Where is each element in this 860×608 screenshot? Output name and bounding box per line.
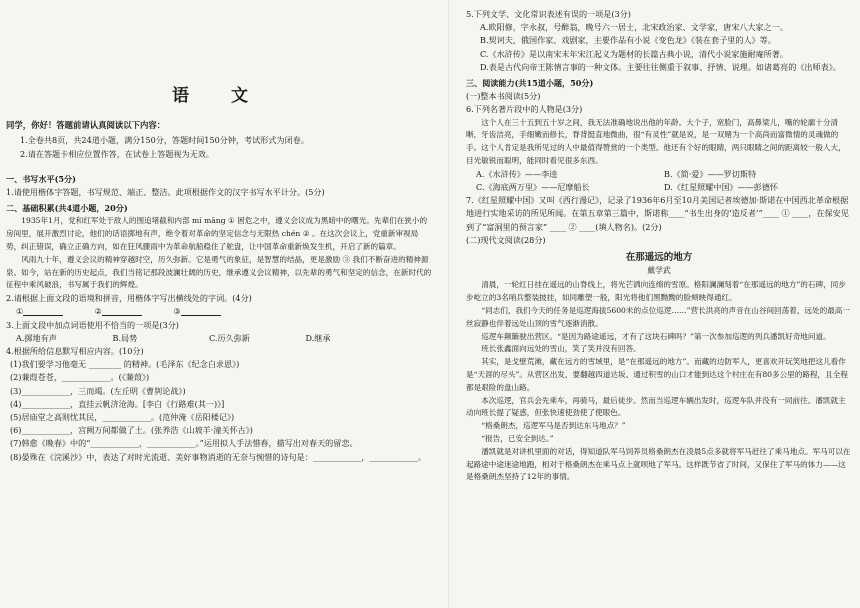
essay-title: 在那遥远的地方: [625, 252, 693, 264]
option: A.掷地有声: [16, 332, 57, 343]
section-heading: 二、基础积累(共4道小题，20分): [6, 203, 128, 214]
essay-paragraph: 其实，是戈壁荒滩，藏在远方的雪域里，是“在那遥远的地方”。而藏的边防军人，更喜欢开玩笑地把这儿看作是“天涯的尽头”。从营区出发，要翻越四道达坂、通过积雪的山口才能到达这个村庄在有80多公里的路程，且全程都是艰险的盘山路。: [466, 357, 848, 392]
question-3: 3.上面文段中加点词语使用不恰当的一项是(3分): [6, 319, 179, 330]
essay-paragraph: 潘凯就是对讲机里面的对话，得知道队军马饲养员格桑朗杰在凌晨5点多就将军马赶往了乘马地点。军马可以在起路途中途迷途地跑，相对于格桑朗杰在乘马点上就呗地了军马。这样既节省了时间，又保住了军马的体力——这是格桑朗杰坚持了12年的事情。: [466, 446, 851, 482]
notice-heading: 同学，你好！答题前请认真阅读以下内容：: [6, 120, 166, 131]
question-6: 6.下列名著片段中的人物是(3分): [466, 104, 583, 115]
section-heading: 三、阅读能力(共15道小题，50分): [466, 78, 594, 89]
question-7: 7.《红星照耀中国》又叫《西行漫记》，记录了1936年6月至10月美国记者埃德加·斯诺在中国西北革命根据地进行实地采访的所见所闻。在第五章第三篇中，斯诺称____“书生出身的‘造反者’”____ ① ____，在保安见到了“富洞里的预言家” ____ ② ____(填人物名)。(2分): [466, 195, 849, 232]
q4-item: (5)居庙堂之高则忧其民，____________。(范仲淹《岳阳楼记》): [10, 412, 235, 423]
answer-slot: ②: [95, 305, 174, 318]
essay-paragraph: “报告，已安全到达。”: [481, 434, 554, 443]
option: B.《简·爱》——罗切斯特: [664, 168, 757, 179]
subsection-heading: (一)整本书阅读(5分): [466, 91, 541, 102]
option: C.历久弥新: [209, 332, 250, 343]
option: D.《红星照耀中国》——彭德怀: [664, 182, 778, 193]
essay-paragraph: 本次巡逻，官兵会先乘车，再骑马，最后徒步。然而当巡逻车辆出发时，巡逻车队并没有一同前往。潘凯就主动向班长提了疑惑，但张快速使劲使了使眼色。: [466, 395, 846, 418]
notice-item: 2.请在答题卡相应位置作答，在试卷上答题视为无效。: [20, 148, 214, 159]
essay-paragraph: “格桑朗杰，巡逻军马是否到达东马地点？”: [481, 421, 626, 431]
option: A.《水浒传》——李逵: [476, 168, 558, 179]
exam-title: 语 文: [172, 86, 266, 106]
q5-option: A.欧阳修，字永叔，号醉翁，晚号六一居士，北宋政治家、文学家，唐宋八大家之一。: [480, 22, 788, 33]
q6-options: [466, 168, 852, 194]
subsection-heading: (二)现代文阅读(28分): [466, 234, 546, 245]
essay-paragraph: 清晨，一轮红日挂在遥远的山脊线上，将光芒洒向连绵的雪原。格阳澜澜刻着“在那遥远的地方”的石碑，同步步屹立的3名哨兵整装披挂，如同雕塑一般，阳光将他们黑黝黝的脸颊映得通红。: [466, 280, 846, 303]
question-2: 2.请根据上面文段的语境和拼音，用楷体字写出横线处的字词。(4分): [6, 293, 252, 304]
section-heading: 一、书写水平(5分): [6, 173, 76, 184]
q3-options: [6, 332, 432, 345]
essay-paragraph: 班长张鑫面向远处的雪山，笑了笑并没有回答。: [481, 344, 641, 354]
q2-blanks: [6, 305, 432, 318]
answer-slot: ③: [173, 305, 252, 318]
q5-option: C.《水浒传》是以南宋末年宋江起义为题材的长篇古典小说，清代小说家施耐庵所著。: [480, 48, 788, 59]
q5-option: B.契诃夫，俄国作家、戏剧家，主要作品有小说《变色龙》《装在套子里的人》等。: [480, 35, 776, 46]
reading-paragraph: 风雨九十年，遵义会议的精神穿越时空，历久弥新。它是勇气的象征，是智慧的结晶，更是激励 ③ 我们不断奋进的精神源泉。如今，站在新的历史起点，我们当铭记那段波澜壮阔的历史，继承遵义会议精神，以先辈的勇气和坚定的信念，在新时代的征程中乘风破浪，书写属于我们的辉煌。: [6, 254, 432, 290]
q4-item: (6)____________，宫阙万间都做了土。(张养浩《山坡羊·潼关怀古》): [10, 425, 253, 436]
question-5: 5.下列文学、文化常识表述有误的一项是(3分): [466, 9, 631, 19]
q4-item: (2)蒹葭苍苍，____________。(《蒹葭》): [10, 372, 150, 383]
q6-paragraph: 这个人在三十五到五十岁之间，我无法准确地说出他的年龄。大个子，宽脸门，高鼻梁儿，嘴的轮廓十分清晰，牙齿洁亮，手细嫩而修长，脊背挺直地微曲，很“有灵性”就是说，是一双赌为一个高尚而富微情的灵魂做的手。这个人肯定是我所见过的人中最值得赞赏的一个类型。他还有个好的眼睛，两只眼睛之间的距离较一般人大，目光敏锐而聪明，能同时看见很多东西。: [466, 117, 846, 166]
option: B.局势: [112, 332, 138, 343]
essay-paragraph: “同志们，我们今天的任务是巡逻海拔5600米的点位巡逻……”营长洪亮的声音在山谷间回荡着，远处的最高一丝寂静也伴着远处山顶的雪气逐渐消散。: [466, 306, 850, 328]
notice-item: 1.全卷共8页，共24道小题，满分150分，答题时间150分钟，考试形式为闭卷。: [20, 135, 309, 146]
q5-option: D.表是古代向帝王陈情言事的一种文体。主要往往侧重于叙事、抒情、说理。如诸葛亮的《出师表》。: [480, 61, 841, 72]
option: C.《海底两万里》——尼摩船长: [476, 182, 590, 193]
essay-paragraph: 巡逻车颠簸驶出营区。“是因为路途遥远，才有了这块石碑吗？”第一次参加巡逻的列兵潘凯好奇地问道。: [481, 331, 831, 341]
left-column: [6, 8, 432, 464]
reading-paragraph: 1935年1月，党和红军处于敌人的围追堵截和内部 mí māng ① 困危之中，遵义会议成为黑暗中的曙光。先辈们在狭小的房间里，展开激烈讨论，他们的话语掷地有声，绝令着对革命的坚定信念与无限热 chén ② 。在这次会议上，党重新审视局势，纠正错误，确立正确方向，如在狂风骤雨中为革命航船稳住了舵盘，让中国革命重新焕发生机，开启了新的篇章。: [6, 216, 428, 252]
page-fold-divider: [448, 0, 449, 608]
answer-slot: ①: [16, 305, 95, 318]
essay-author: 戴学武: [647, 266, 671, 276]
q4-item: (8)晏殊在《浣溪沙》中，表达了对时光流逝、美好事物消逝的无奈与惋惜的诗句是：____________，____________。: [10, 451, 427, 462]
q4-item: (1)我们要学习他毫无 ________ 的精神。(毛泽东《纪念白求恩》): [10, 359, 240, 370]
q4-item: (4)____________，直挂云帆济沧海。[李白《行路难(其一)》]: [10, 398, 225, 409]
option: D.继承: [305, 332, 331, 343]
right-column: [466, 8, 852, 484]
q4-item: (7)韩愈《晚春》中的“____________，____________。”运用拟人手法惜春，描写出对春天的留恋。: [10, 438, 358, 449]
question-4: 4.根据所给信息默写相应内容。(10分): [6, 346, 144, 357]
q4-item: (3)____________，三而竭。(左丘明《曹刿论战》): [10, 385, 186, 396]
question-1: 1.请使用楷体字答题，书写规范、端正、整洁。此项根据作文的汉字书写水平计分。(5分): [6, 187, 325, 198]
